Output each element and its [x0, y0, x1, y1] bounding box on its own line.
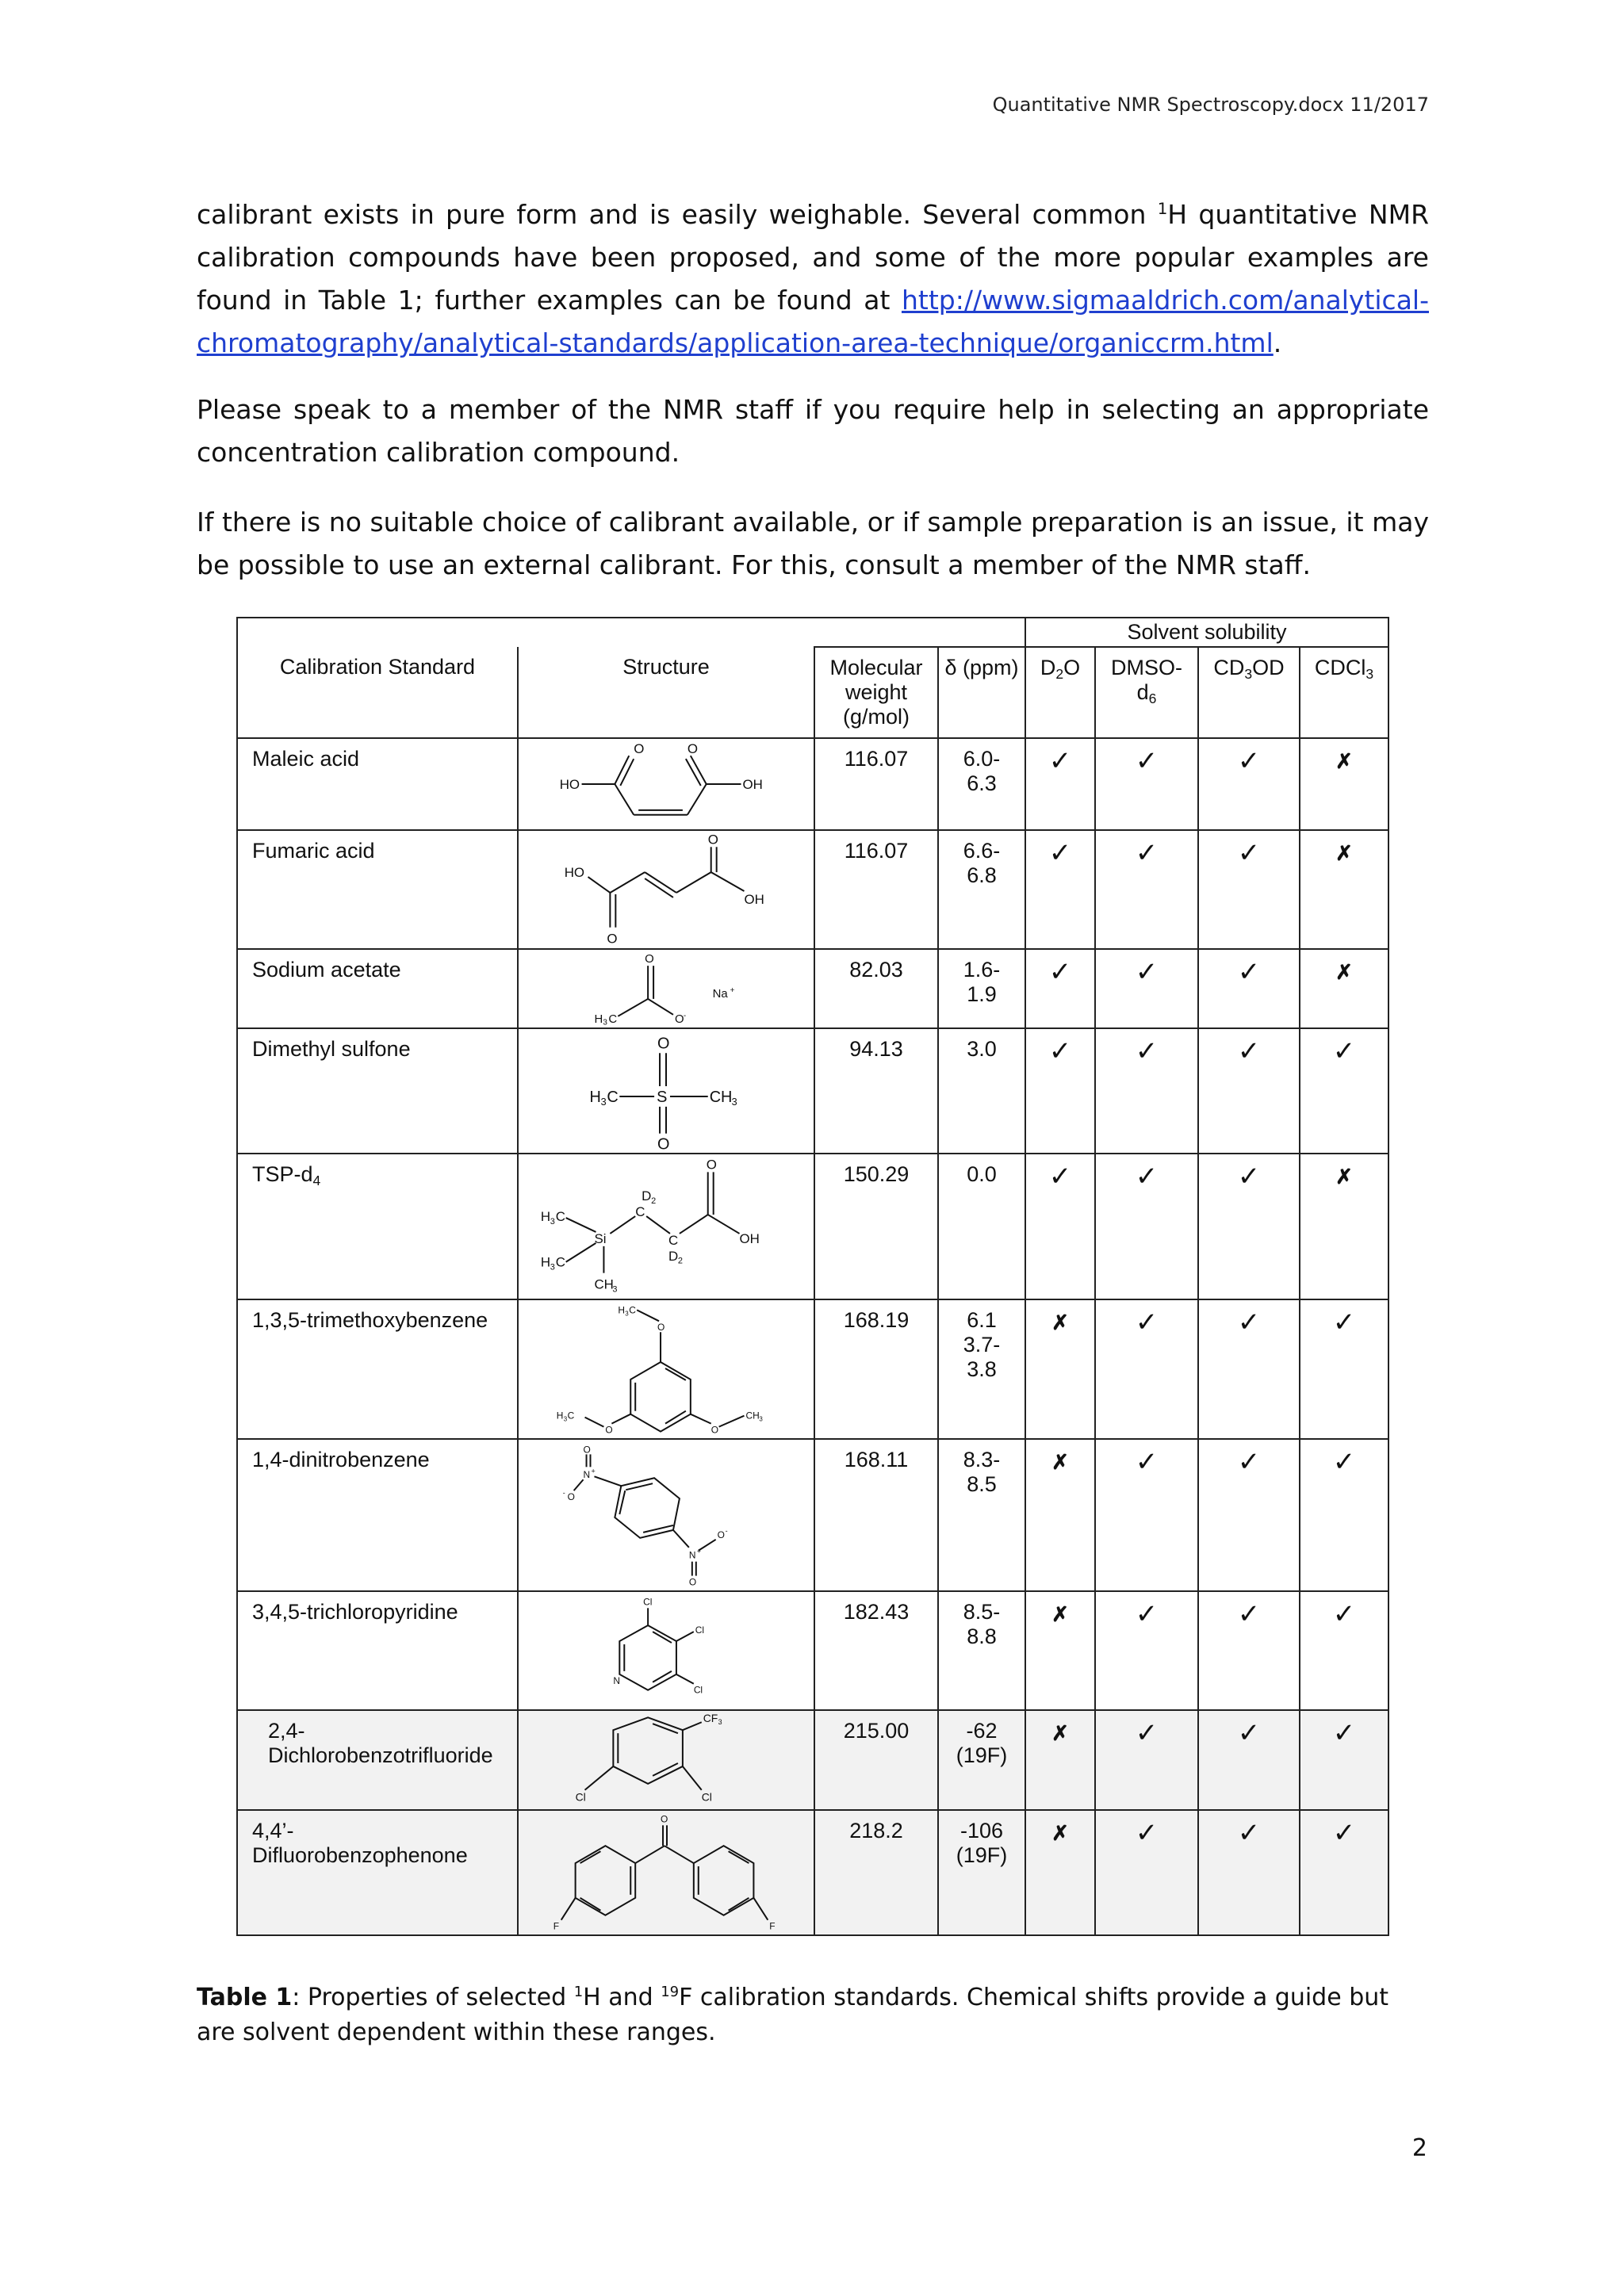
svg-text:O: O — [661, 1813, 668, 1825]
solubility-cdcl3: ✗ — [1300, 830, 1388, 949]
svg-text:3: 3 — [718, 1718, 722, 1727]
svg-text:O: O — [567, 1491, 575, 1503]
svg-text:O: O — [605, 1424, 613, 1436]
svg-text:Cl: Cl — [643, 1596, 653, 1608]
staff-help-paragraph: Please speak to a member of the NMR staff if you require help in selecting an appropriate concentration calibration compound. — [197, 394, 1429, 468]
chemical-shift: 0.0 — [938, 1154, 1025, 1299]
chemical-shift: -62 (19F) — [938, 1710, 1025, 1810]
solubility-dmso: ✓ — [1095, 738, 1198, 830]
solubility-d2o: ✓ — [1025, 949, 1095, 1028]
svg-text:O: O — [707, 832, 718, 848]
standard-name: Fumaric acid — [237, 830, 518, 949]
standard-name: 2,4- Dichlorobenzotrifluoride — [237, 1710, 518, 1810]
chemical-shift: 1.6- 1.9 — [938, 949, 1025, 1028]
svg-text:CF: CF — [703, 1712, 718, 1725]
svg-text:O: O — [657, 1322, 665, 1334]
header-dmso-d6: DMSO- $d_6$ — [1095, 647, 1198, 738]
dimethyl-sulfone-structure — [519, 1029, 814, 1151]
header-chemical-shift: δ (ppm) — [938, 647, 1025, 738]
svg-text:C: C — [607, 1088, 619, 1106]
svg-text:HO: HO — [559, 776, 580, 792]
svg-text:C: C — [629, 1304, 636, 1316]
svg-text:H: H — [540, 1254, 551, 1270]
svg-text:O: O — [583, 1444, 591, 1456]
svg-text:3: 3 — [563, 1415, 568, 1423]
svg-text:Cl: Cl — [701, 1790, 712, 1804]
solubility-cd3od: ✓ — [1198, 1810, 1300, 1935]
table-row — [237, 1810, 1388, 1935]
trichloropyridine-structure — [519, 1592, 814, 1708]
solubility-d2o: ✗ — [1025, 1810, 1095, 1935]
svg-text:CH: CH — [745, 1410, 760, 1422]
solubility-cd3od: ✓ — [1198, 1299, 1300, 1439]
svg-text:H: H — [618, 1304, 625, 1316]
molecular-weight: 182.43 — [814, 1591, 938, 1710]
svg-text:CH: CH — [594, 1276, 614, 1292]
external-calibrant-paragraph: If there is no suitable choice of calibrant available, or if sample preparation is an issue, it may be possible to use an external calibrant. For this, consult a member of the NMR staff. — [197, 507, 1429, 580]
svg-text:N: N — [688, 1549, 696, 1561]
structure-sodium-acetate — [518, 949, 814, 1028]
table-row — [237, 949, 1388, 1028]
chemical-shift: 6.6- 6.8 — [938, 830, 1025, 949]
svg-text:C: C — [608, 1012, 618, 1026]
standard-name: Maleic acid — [237, 738, 518, 830]
structure-trimethoxybenzene — [518, 1299, 814, 1439]
svg-text:O: O — [717, 1529, 725, 1540]
header-structure: Structure — [518, 647, 814, 738]
svg-text:-: - — [683, 1011, 687, 1020]
svg-text:2: 2 — [651, 1196, 657, 1207]
svg-text:D: D — [642, 1188, 652, 1204]
standard-name: 1,3,5-trimethoxybenzene — [237, 1299, 518, 1439]
molecular-weight: 82.03 — [814, 949, 938, 1028]
standard-name: 3,4,5-trichloropyridine — [237, 1591, 518, 1710]
tsp-d4-structure — [519, 1154, 814, 1297]
solubility-d2o: ✓ — [1025, 1028, 1095, 1154]
solubility-d2o: ✗ — [1025, 1591, 1095, 1710]
solubility-dmso: ✓ — [1095, 1028, 1198, 1154]
svg-text:O: O — [657, 1135, 670, 1151]
svg-text:O: O — [710, 1424, 718, 1436]
molecular-weight: 150.29 — [814, 1154, 938, 1299]
svg-text:+: + — [730, 985, 735, 995]
svg-text:HO: HO — [564, 865, 585, 881]
solubility-dmso: ✓ — [1095, 1439, 1198, 1591]
standard-name: Dimethyl sulfone — [237, 1028, 518, 1154]
molecular-weight: 168.11 — [814, 1439, 938, 1591]
document-header: Quantitative NMR Spectroscopy.docx 11/2017 — [992, 94, 1429, 116]
dinitrobenzene-structure — [519, 1440, 814, 1589]
solubility-d2o: ✗ — [1025, 1299, 1095, 1439]
svg-text:C: C — [555, 1209, 565, 1225]
svg-text:3: 3 — [759, 1415, 763, 1423]
molecular-weight: 116.07 — [814, 830, 938, 949]
solubility-d2o: ✗ — [1025, 1710, 1095, 1810]
svg-text:F: F — [769, 1920, 776, 1932]
dichlorobenzotrifluoride-structure — [519, 1711, 814, 1808]
molecular-weight: 168.19 — [814, 1299, 938, 1439]
standard-name: TSP-$d_4$ — [237, 1154, 518, 1299]
svg-text:CH: CH — [709, 1088, 733, 1106]
standard-name: 4,4’- Difluorobenzophenone — [237, 1810, 518, 1935]
svg-text:Si: Si — [594, 1230, 607, 1246]
solubility-dmso: ✓ — [1095, 1810, 1198, 1935]
calibration-standards-table — [236, 617, 1389, 1936]
svg-text:N: N — [583, 1469, 591, 1481]
solubility-cd3od: ✓ — [1198, 1591, 1300, 1710]
structure-maleic-acid — [518, 738, 814, 830]
solubility-cd3od: ✓ — [1198, 830, 1300, 949]
header-d2o: $D_2O$ — [1025, 647, 1095, 738]
svg-text:+: + — [696, 1547, 702, 1556]
svg-text:-: - — [562, 1489, 565, 1498]
solubility-dmso: ✓ — [1095, 1299, 1198, 1439]
svg-text:O: O — [645, 953, 654, 966]
chemical-shift: 6.1 3.7- 3.8 — [938, 1299, 1025, 1439]
svg-text:3: 3 — [550, 1262, 555, 1272]
svg-text:Cl: Cl — [695, 1624, 705, 1636]
structure-dinitrobenzene — [518, 1439, 814, 1591]
svg-text:C: C — [635, 1204, 645, 1220]
solubility-d2o: ✓ — [1025, 1154, 1095, 1299]
solubility-cd3od: ✓ — [1198, 738, 1300, 830]
sigma-aldrich-link[interactable]: http://www.sigmaaldrich.com/analytical-chromatography/analytical-standards/application-area-technique/organiccrm.html — [197, 285, 1429, 358]
chemical-shift: 3.0 — [938, 1028, 1025, 1154]
table-row — [237, 1439, 1388, 1591]
standard-name: Sodium acetate — [237, 949, 518, 1028]
table-row — [237, 1299, 1388, 1439]
sodium-acetate-structure — [519, 950, 814, 1026]
solubility-cdcl3: ✓ — [1300, 1028, 1388, 1154]
svg-text:C: C — [555, 1254, 565, 1270]
solubility-dmso: ✓ — [1095, 1154, 1198, 1299]
table-header-row — [237, 647, 1388, 738]
svg-text:N: N — [613, 1674, 620, 1686]
svg-text:-: - — [725, 1526, 728, 1535]
svg-text:H: H — [540, 1209, 551, 1225]
structure-dimethyl-sulfone — [518, 1028, 814, 1154]
molecular-weight: 218.2 — [814, 1810, 938, 1935]
solubility-cd3od: ✓ — [1198, 1028, 1300, 1154]
svg-text:+: + — [591, 1467, 596, 1475]
page-number: 2 — [1411, 2134, 1427, 2162]
molecular-weight: 116.07 — [814, 738, 938, 830]
solubility-d2o: ✓ — [1025, 830, 1095, 949]
solvent-solubility-header: Solvent solubility — [1025, 618, 1388, 647]
trimethoxybenzene-structure — [519, 1300, 814, 1437]
fumaric-acid-structure — [519, 831, 814, 947]
svg-text:O: O — [688, 1576, 697, 1588]
solubility-cd3od: ✓ — [1198, 949, 1300, 1028]
chemical-shift: 8.5- 8.8 — [938, 1591, 1025, 1710]
svg-text:3: 3 — [600, 1095, 607, 1108]
solubility-cdcl3: ✓ — [1300, 1710, 1388, 1810]
molecular-weight: 215.00 — [814, 1710, 938, 1810]
svg-text:C: C — [668, 1232, 679, 1248]
solubility-cdcl3: ✗ — [1300, 949, 1388, 1028]
svg-text:OH: OH — [739, 1230, 760, 1246]
solubility-cdcl3: ✓ — [1300, 1591, 1388, 1710]
structure-fumaric-acid — [518, 830, 814, 949]
svg-text:O: O — [607, 931, 618, 947]
svg-text:Cl: Cl — [575, 1790, 586, 1804]
svg-text:H: H — [556, 1410, 564, 1422]
structure-trichloropyridine — [518, 1591, 814, 1710]
svg-text:H: H — [594, 1012, 603, 1026]
chemical-shift: -106 (19F) — [938, 1810, 1025, 1935]
svg-text:O: O — [687, 741, 698, 757]
svg-text:OH: OH — [742, 776, 763, 792]
solubility-dmso: ✓ — [1095, 949, 1198, 1028]
svg-text:D: D — [668, 1248, 679, 1264]
solubility-d2o: ✗ — [1025, 1439, 1095, 1591]
molecular-weight: 94.13 — [814, 1028, 938, 1154]
solubility-cd3od: ✓ — [1198, 1439, 1300, 1591]
header-cdcl3: CDCl$_3$ — [1300, 647, 1388, 738]
header-calibration-standard: Calibration Standard — [237, 647, 518, 738]
intro-paragraph: calibrant exists in pure form and is easily weighable. Several common $^1$H quantitative NMR calibration compounds have been proposed, and some of the more popular examples are found in Table 1; further examples can be found at http://www.sigmaaldrich.com/analytical-chromatography/analytical-standards/application-area-technique/organiccrm.html. — [197, 199, 1429, 358]
svg-text:3: 3 — [550, 1217, 555, 1227]
svg-text:O: O — [657, 1035, 670, 1053]
solubility-cd3od: ✓ — [1198, 1154, 1300, 1299]
svg-text:Cl: Cl — [693, 1684, 703, 1696]
structure-dichlorobenzotrifluoride — [518, 1710, 814, 1810]
chemical-shift: 8.3- 8.5 — [938, 1439, 1025, 1591]
table-row — [237, 738, 1388, 830]
svg-text:3: 3 — [603, 1018, 607, 1026]
table-caption: Table 1: Properties of selected $^1$H and $^{19}$F calibration standards. Chemical shifts provide a guide but are solvent dependent within these ranges. — [197, 1984, 1389, 2046]
structure-tsp-d4 — [518, 1154, 814, 1299]
table-row — [237, 1710, 1388, 1810]
svg-text:3: 3 — [625, 1310, 629, 1318]
difluorobenzophenone-structure — [519, 1811, 814, 1933]
solubility-dmso: ✓ — [1095, 830, 1198, 949]
maleic-acid-structure — [519, 739, 814, 828]
solubility-cdcl3: ✓ — [1300, 1439, 1388, 1591]
table-row — [237, 1154, 1388, 1299]
solubility-d2o: ✓ — [1025, 738, 1095, 830]
header-cd3od: $CD_3OD$ — [1198, 647, 1300, 738]
svg-text:C: C — [567, 1410, 575, 1422]
structure-difluorobenzophenone — [518, 1810, 814, 1935]
svg-text:O: O — [674, 1012, 684, 1026]
solubility-dmso: ✓ — [1095, 1710, 1198, 1810]
standard-name: 1,4-dinitrobenzene — [237, 1439, 518, 1591]
table-row — [237, 1028, 1388, 1154]
table-row — [237, 830, 1388, 949]
svg-text:S: S — [657, 1088, 668, 1106]
solubility-cdcl3: ✓ — [1300, 1299, 1388, 1439]
svg-text:H: H — [589, 1088, 601, 1106]
svg-text:2: 2 — [677, 1256, 684, 1266]
svg-text:Na: Na — [712, 987, 728, 1001]
svg-text:3: 3 — [731, 1095, 737, 1108]
solubility-cdcl3: ✗ — [1300, 738, 1388, 830]
table-row — [237, 1591, 1388, 1710]
svg-text:F: F — [553, 1920, 560, 1932]
solubility-cd3od: ✓ — [1198, 1710, 1300, 1810]
solubility-cdcl3: ✗ — [1300, 1154, 1388, 1299]
svg-text:3: 3 — [612, 1284, 618, 1295]
chemical-shift: 6.0- 6.3 — [938, 738, 1025, 830]
table-group-header-row — [237, 618, 1388, 647]
svg-text:O: O — [634, 741, 645, 757]
solubility-cdcl3: ✓ — [1300, 1810, 1388, 1935]
solubility-dmso: ✓ — [1095, 1591, 1198, 1710]
svg-text:O: O — [706, 1157, 717, 1173]
svg-text:OH: OH — [744, 891, 764, 907]
header-molecular-weight: Molecular weight (g/mol) — [814, 647, 938, 738]
